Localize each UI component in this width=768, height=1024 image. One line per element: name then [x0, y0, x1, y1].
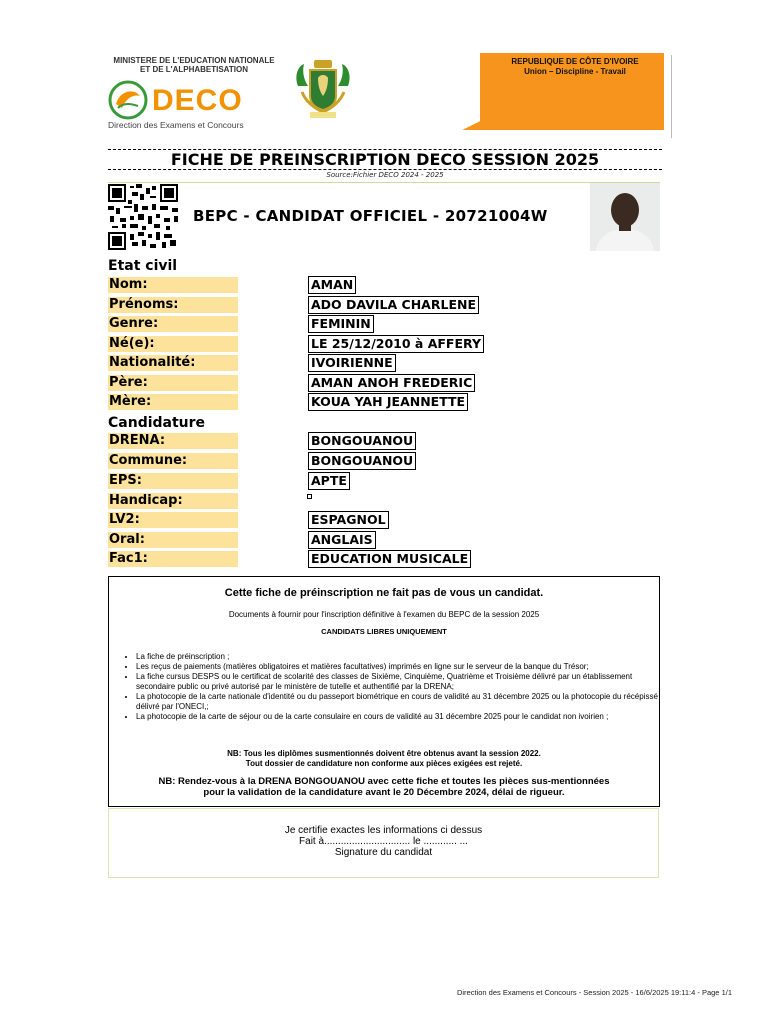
- ministry-name: MINISTERE DE L'EDUCATION NATIONALE ET DE L'ALPHABETISATION: [113, 56, 275, 74]
- value-nom: AMAN: [308, 276, 356, 294]
- notice-documents: Documents à fournir pour l'inscription définitive à l'examen du BEPC de la session 2025: [228, 610, 540, 619]
- deco-logo-subtitle: Direction des Examens et Concours: [108, 120, 244, 130]
- list-item: • La photocopie de la carte de séjour ou de la carte consulaire en cours de validité au 31 décembre 2025 pour le candidat non ivoirien ;: [136, 712, 668, 722]
- certification-statement: Je certifie exactes les informations ci dessus: [284, 825, 483, 836]
- certification-signature: Signature du candidat: [334, 847, 433, 858]
- certification-place-date: Fait à............................... le ............ ...: [299, 836, 468, 847]
- list-item: • La fiche de préinscription ;: [136, 652, 668, 662]
- qr-code-icon: [108, 184, 178, 250]
- source-note: Source:Fichier DECO 2024 - 2025: [326, 171, 444, 179]
- header-divider: [671, 55, 672, 138]
- label-drena: DRENA:: [108, 433, 238, 449]
- notice-nb-diplomes: [108, 749, 660, 769]
- label-pere: Père:: [108, 375, 238, 391]
- republic-motto: Union – Discipline - Travail: [524, 67, 626, 76]
- notice-candidats-libres: CANDIDATS LIBRES UNIQUEMENT: [321, 627, 447, 636]
- list-item: • Les reçus de paiements (matières obligatoires et matières facultatives) imprimés en ligne sur le serveur de la banque du Trésor;: [136, 662, 668, 672]
- nb-line: NB: Tous les diplômes susmentionnés doivent être obtenus avant la session 2022.: [227, 749, 541, 758]
- value-naissance: LE 25/12/2010 à AFFERY: [308, 335, 484, 353]
- label-eps: EPS:: [108, 473, 238, 489]
- value-lv2: ESPAGNOL: [308, 511, 389, 529]
- notice-nb-rendezvous: [108, 776, 660, 798]
- title-bottom-rule: [108, 169, 662, 170]
- documents-list: [124, 652, 668, 722]
- label-commune: Commune:: [108, 453, 238, 469]
- value-pere: AMAN ANOH FREDERIC: [308, 374, 475, 392]
- republic-name: REPUBLIQUE DE CÔTE D'IVOIRE: [511, 57, 639, 66]
- label-naissance: Né(e):: [108, 336, 238, 352]
- label-nom: Nom:: [108, 277, 238, 293]
- value-mere: KOUA YAH JEANNETTE: [308, 393, 468, 411]
- portrait-placeholder-icon: [590, 183, 660, 251]
- coat-of-arms-icon: [292, 56, 354, 120]
- page-footer: Direction des Examens et Concours - Session 2025 - 16/6/2025 19:11:4 - Page 1/1: [456, 988, 732, 997]
- list-item: • La photocopie de la carte nationale d'identité ou du passeport biométrique en cours de validité au 31 décembre 2025 ou la photocopie du récépissé délivré par l'ONECI,;: [136, 692, 668, 712]
- section-candidature: Candidature: [108, 415, 206, 431]
- value-eps: APTE: [308, 472, 350, 490]
- label-oral: Oral:: [108, 532, 238, 548]
- value-fac1: EDUCATION MUSICALE: [308, 550, 471, 568]
- label-nationalite: Nationalité:: [108, 355, 238, 371]
- label-mere: Mère:: [108, 394, 238, 410]
- deco-logo-text: DECO: [152, 84, 243, 117]
- nb-line: pour la validation de la candidature avant le 20 Décembre 2024, délai de rigueur.: [203, 787, 565, 798]
- section-etat-civil: Etat civil: [108, 258, 178, 274]
- nb-line: NB: Rendez-vous à la DRENA BONGOUANOU avec cette fiche et toutes les pièces sus-mentionnées: [158, 776, 610, 787]
- label-handicap: Handicap:: [108, 493, 238, 509]
- notice-heading: Cette fiche de préinscription ne fait pas de vous un candidat.: [224, 587, 544, 599]
- label-prenoms: Prénoms:: [108, 297, 238, 313]
- value-drena: BONGOUANOU: [308, 432, 416, 450]
- value-nationalite: IVOIRIENNE: [308, 354, 396, 372]
- value-handicap-empty: [307, 494, 312, 499]
- republic-header: [500, 57, 650, 77]
- list-item: • La fiche cursus DESPS ou le certificat de scolarité des classes de Sixième, Cinquième, Quatrième et Troisième délivré par un établissement secondaire public ou privé autorisé par le ministère de tutelle et authentifié par la DRENA;: [136, 672, 668, 692]
- value-prenoms: ADO DAVILA CHARLENE: [308, 296, 479, 314]
- candidate-photo: [590, 183, 660, 251]
- label-fac1: Fac1:: [108, 551, 238, 567]
- certification-text: [108, 825, 659, 858]
- page-title: FICHE DE PREINSCRIPTION DECO SESSION 2025: [170, 150, 600, 169]
- value-genre: FEMININ: [308, 315, 374, 333]
- value-oral: ANGLAIS: [308, 531, 376, 549]
- candidate-line: BEPC - CANDIDAT OFFICIEL - 20721004W: [193, 207, 548, 225]
- label-lv2: LV2:: [108, 512, 238, 528]
- value-commune: BONGOUANOU: [308, 452, 416, 470]
- label-genre: Genre:: [108, 316, 238, 332]
- nb-line: Tout dossier de candidature non conforme aux pièces exigées est rejeté.: [245, 759, 523, 768]
